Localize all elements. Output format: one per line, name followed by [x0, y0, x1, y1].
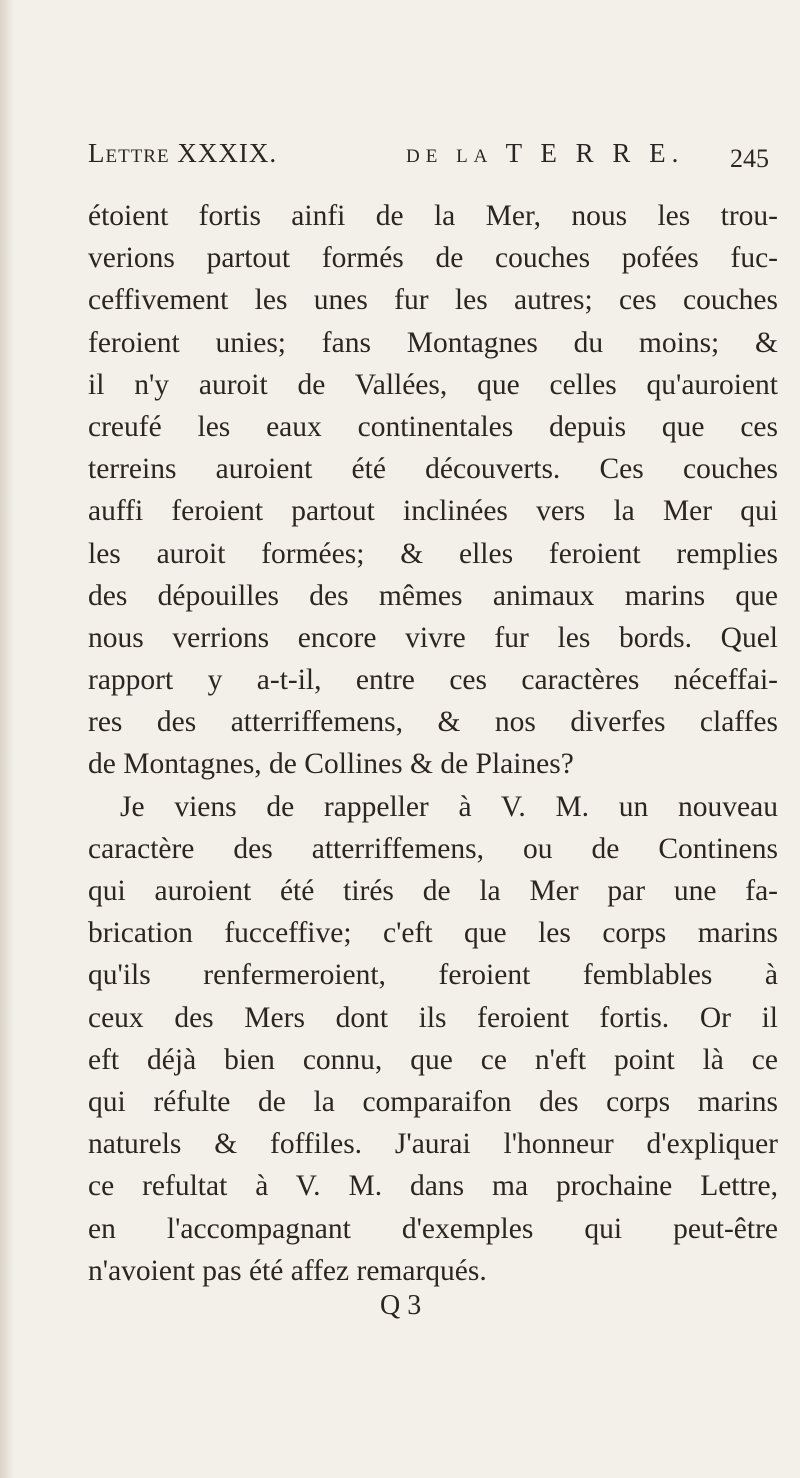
text-line: il n'y auroit de Vallées, que celles qu'auroient [88, 368, 778, 401]
text-line: ceffivement les unes fur les autres; ces couches [88, 284, 778, 317]
body-text [88, 195, 778, 1292]
text-line: nous verrions encore vivre fur les bords. Quel [88, 621, 778, 654]
text-line: res des atterriffemens, & nos diverfes claffes [88, 706, 778, 739]
text-line: ce refultat à V. M. dans ma prochaine Lettre, [88, 1170, 778, 1203]
text-line: verions partout formés de couches pofées fuc- [88, 242, 778, 275]
text-line: naturels & foffiles. J'aurai l'honneur d'expliquer [88, 1128, 778, 1161]
text-line: auffi feroient partout inclinées vers la Mer qui [88, 495, 778, 528]
text-line: creufé les eaux continentales depuis que ces [88, 410, 778, 443]
page-gutter [0, 0, 14, 1478]
text-line: en l'accompagnant d'exemples qui peut-être [88, 1212, 778, 1245]
text-line: rapport y a-t-il, entre ces caractères néceffai- [88, 664, 778, 697]
text-line: terreins auroient été découverts. Ces couches [88, 453, 778, 486]
text-line: qu'ils renfermeroient, feroient femblables à [88, 959, 778, 992]
header-title: de la T E R R E. [406, 138, 685, 168]
text-line: eft déjà bien connu, que ce n'eft point là ce [88, 1043, 778, 1076]
text-line: des dépouilles des mêmes animaux marins que [88, 579, 778, 612]
page-number: 245 [730, 144, 769, 173]
text-line: ceux des Mers dont ils feroient fortis. Or il [88, 1001, 778, 1034]
text-line: Je viens de rappeller à V. M. un nouveau [120, 790, 778, 823]
text-line: étoient fortis ainfi de la Mer, nous les trou- [88, 200, 778, 232]
text-line: de Montagnes, de Collines & de Plaines? [88, 748, 574, 781]
text-line: n'avoient pas été affez remarqués. [88, 1254, 487, 1287]
header-letter-number: Lettre XXXIX. [88, 138, 278, 168]
text-line: qui auroient été tirés de la Mer par une fa- [88, 875, 778, 907]
text-line: feroient unies; fans Montagnes du moins; & [88, 326, 778, 359]
text-line: qui réfulte de la comparaifon des corps marins [88, 1085, 778, 1118]
signature-mark: Q 3 [380, 1290, 422, 1321]
text-line: brication fucceffive; c'eft que les corps marins [88, 917, 778, 950]
running-header [88, 132, 778, 182]
text-line: caractère des atterriffemens, ou de Continens [88, 832, 778, 865]
text-line: les auroit formées; & elles feroient remplies [88, 537, 778, 570]
